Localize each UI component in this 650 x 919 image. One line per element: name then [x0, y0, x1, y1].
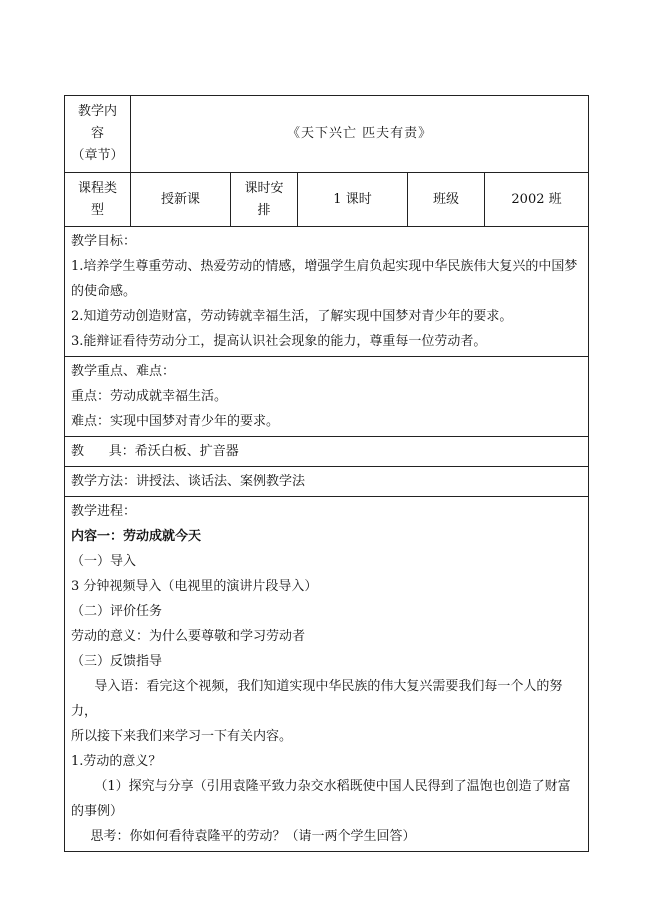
- methods-text: 教学方法：讲授法、谈话法、案例教学法: [71, 474, 306, 489]
- question-one: 1.劳动的意义？: [71, 754, 162, 769]
- process-cell: [65, 497, 589, 852]
- course-type-label-line: 课程类: [77, 180, 117, 196]
- think-text: 思考：你如何看待袁隆平的劳动？（请一两个学生回答）: [90, 829, 416, 844]
- guide-text: 导入语：看完这个视频，我们知道实现中华民族的伟大复兴需要我们每一个人的努力，: [71, 679, 563, 719]
- methods-row: [65, 467, 589, 497]
- chapter-label-line: （章节）: [71, 148, 124, 163]
- goal-item: 3.能辩证看待劳动分工，提高认识社会现象的能力，尊重每一位劳动者。: [71, 334, 487, 349]
- lesson-plan-table: [64, 95, 589, 852]
- task-text: 劳动的意义：为什么要尊敬和学习劳动者: [71, 629, 306, 644]
- chapter-row: [65, 96, 589, 173]
- tools-row: [65, 437, 589, 467]
- intro-text: 3 分钟视频导入（电视里的演讲片段导入）: [71, 579, 318, 594]
- key-point: 重点：劳动成就幸福生活。: [71, 389, 228, 404]
- goal-item: 2.知道劳动创造财富，劳动铸就幸福生活，了解实现中国梦对青少年的要求。: [71, 309, 513, 324]
- methods-cell: [65, 467, 589, 497]
- content-one-heading: 内容一：劳动成就今天: [71, 529, 202, 544]
- tools-label: 教 具：: [71, 444, 135, 459]
- tools-cell: [65, 437, 589, 467]
- course-type-label-line: 型: [90, 202, 104, 218]
- hours-label: [231, 173, 298, 227]
- process-heading: 教学进程：: [71, 504, 137, 519]
- info-row: [65, 173, 589, 227]
- explore-text: （1）探究与分享（引用袁隆平致力杂交水稻既使中国人民得到了温饱也创造了财富: [94, 779, 571, 794]
- hours-label-line: 排: [257, 202, 271, 218]
- difficult-point: 难点：实现中国梦对青少年的要求。: [71, 414, 280, 429]
- goals-heading: 教学目标：: [71, 234, 137, 249]
- goals-cell: [65, 227, 589, 357]
- chapter-label-line: 教学内: [77, 104, 117, 119]
- keypoints-cell: [65, 357, 589, 437]
- course-type-label: [65, 173, 131, 227]
- goal-item: 1.培养学生尊重劳动、热爱劳动的情感，增强学生肩负起实现中华民族伟大复兴的中国梦: [71, 259, 578, 274]
- hours-label-line: 课时安: [244, 180, 284, 196]
- explore-text: 的事例）: [71, 804, 124, 819]
- lesson-title: 《天下兴亡 匹夫有责》: [131, 96, 589, 173]
- feedback-heading: （三）反馈指导: [71, 654, 163, 669]
- class-label: 班级: [408, 173, 485, 227]
- hours-value: 1 课时: [298, 173, 408, 227]
- tools-value: 希沃白板、扩音器: [134, 444, 239, 459]
- class-value: 2002 班: [485, 173, 589, 227]
- keypoints-heading: 教学重点、难点：: [71, 364, 176, 379]
- course-type-value: 授新课: [131, 173, 231, 227]
- goals-row: [65, 227, 589, 357]
- guide-text: 所以接下来我们来学习一下有关内容。: [71, 729, 293, 744]
- keypoints-row: [65, 357, 589, 437]
- goal-item: 的使命感。: [71, 284, 137, 299]
- chapter-label: [65, 96, 131, 173]
- intro-heading: （一）导入: [71, 554, 137, 569]
- task-heading: （二）评价任务: [71, 604, 163, 619]
- process-row: [65, 497, 589, 852]
- chapter-label-line: 容: [90, 126, 104, 141]
